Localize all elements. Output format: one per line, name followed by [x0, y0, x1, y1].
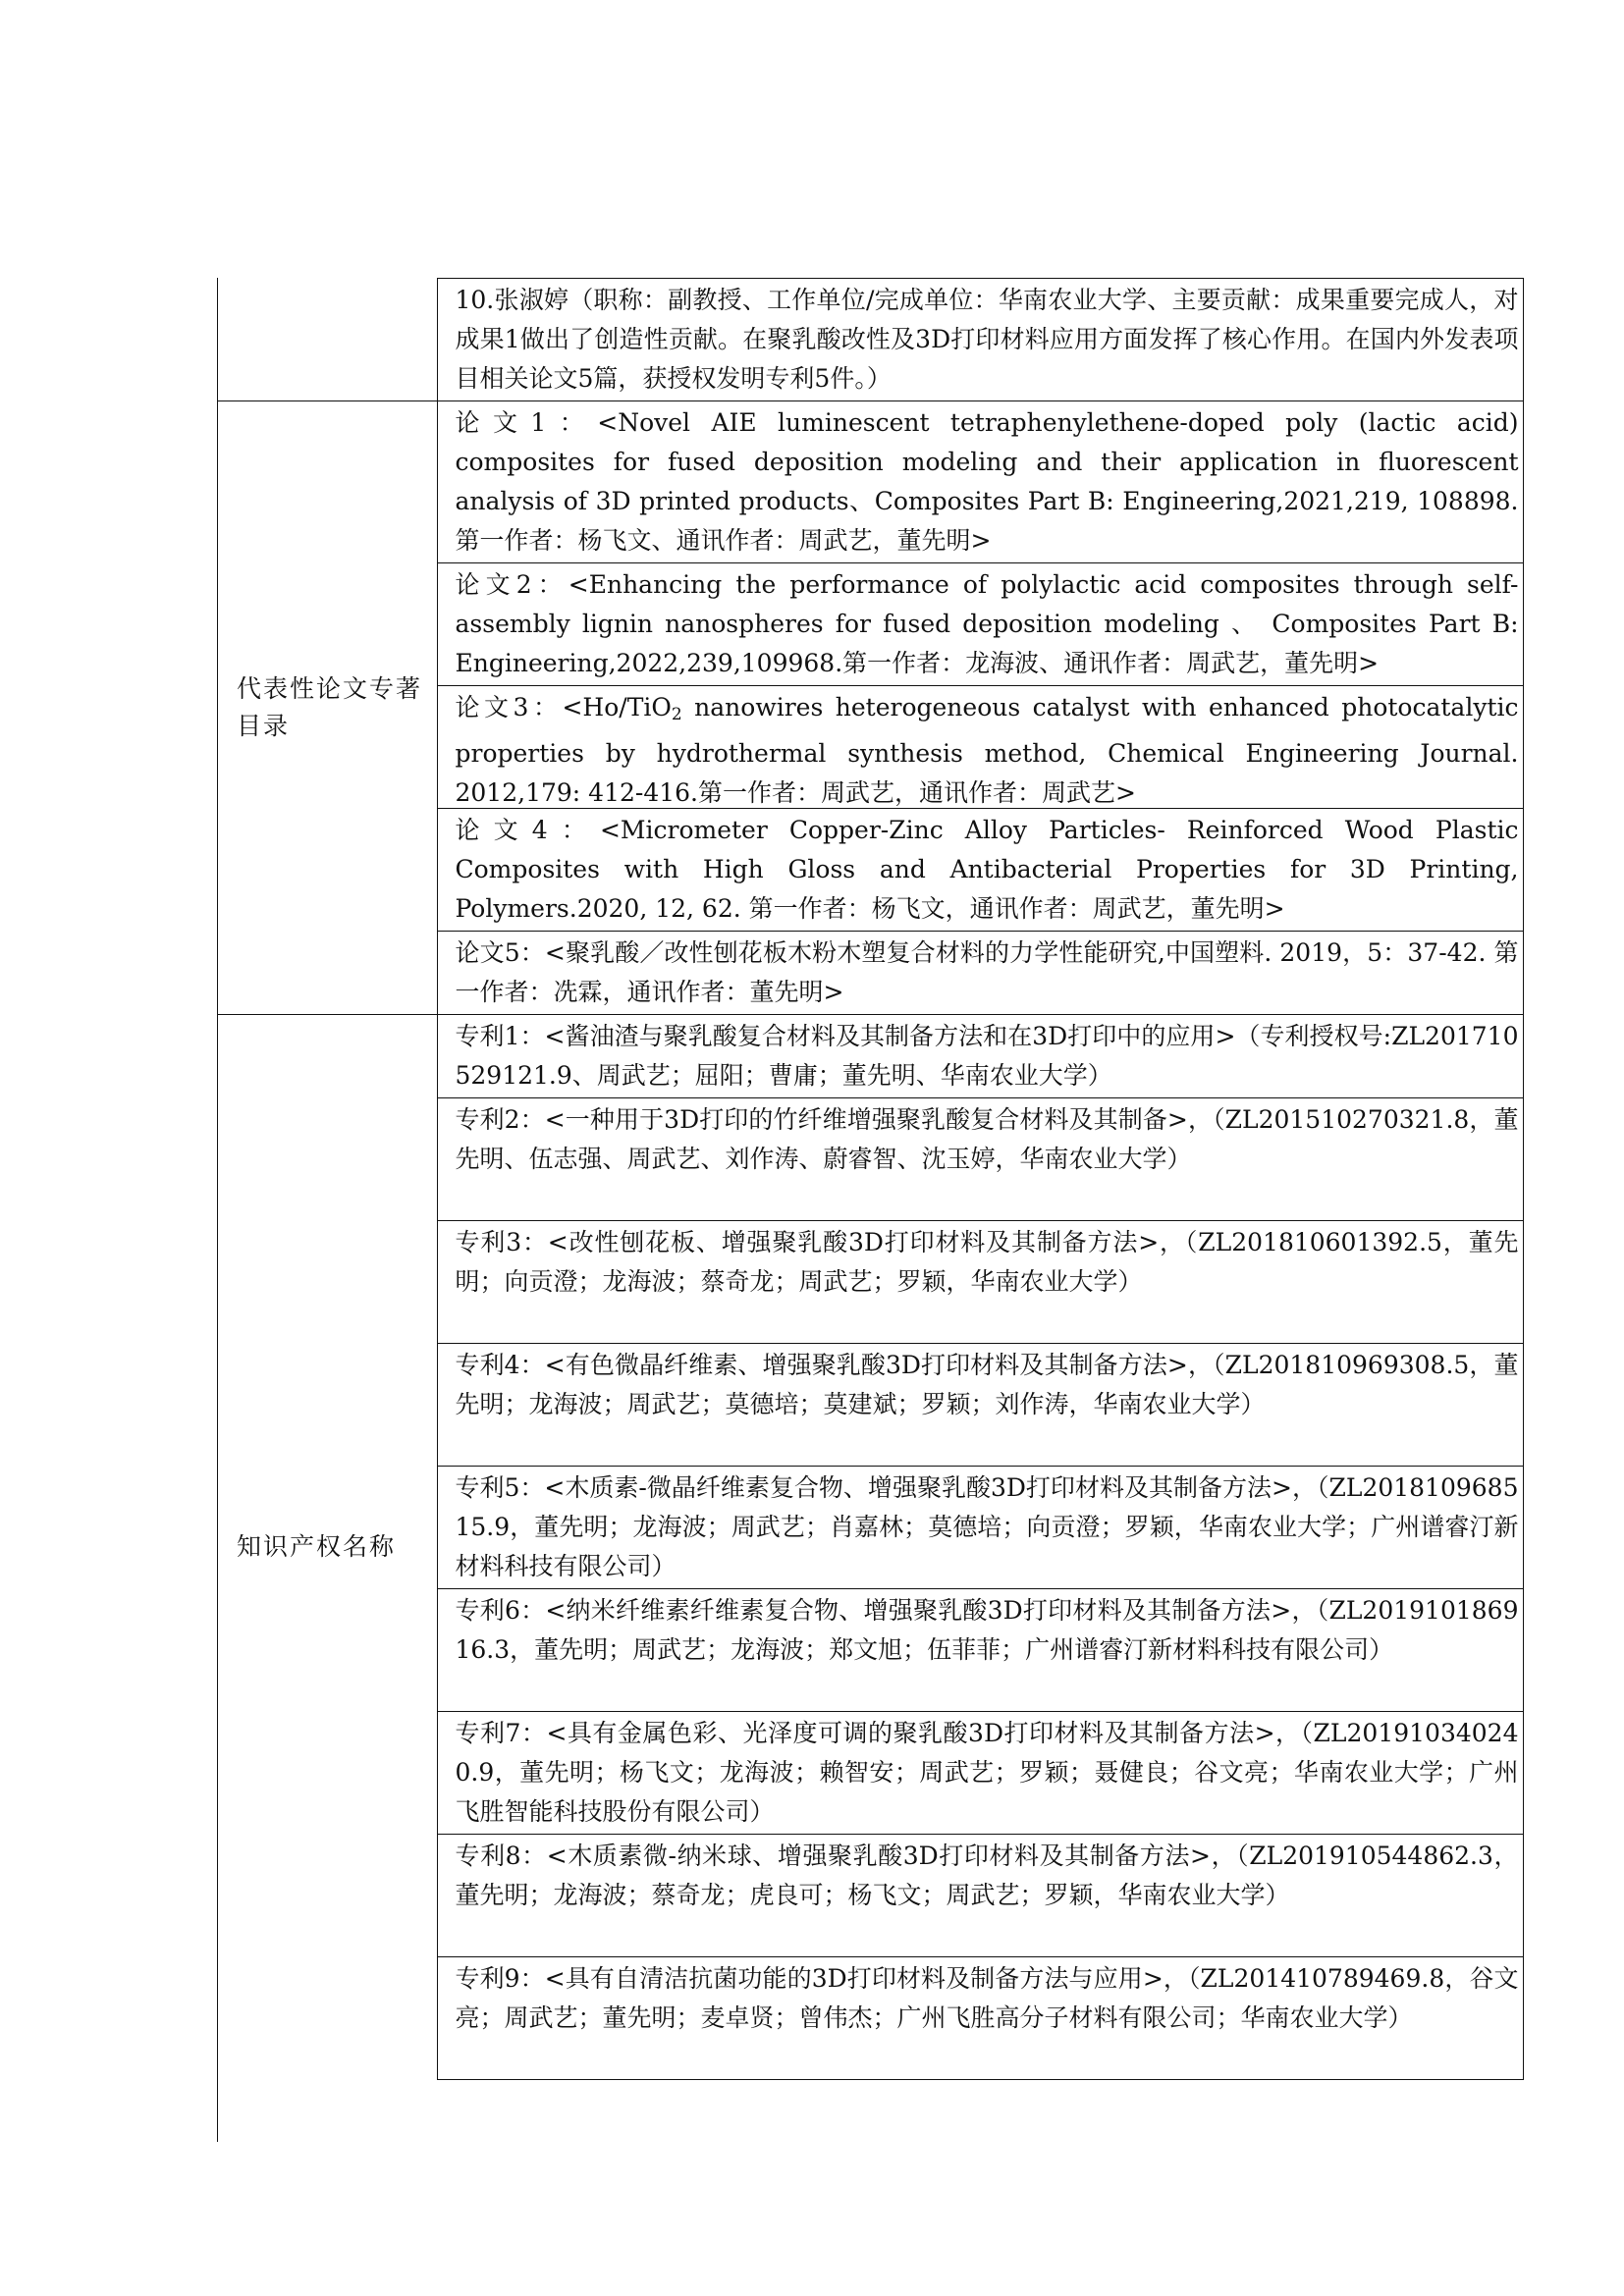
patent-1-text: 专利1：<酱油渣与聚乳酸复合材料及其制备方法和在3D打印中的应用>（专利授权号:ZL201710529121.9、周武艺；屈阳；曹庸；董先明、华南农业大学） [455, 1022, 1519, 1090]
member-label-cell [217, 279, 437, 401]
paper-3-subscript: 2 [671, 705, 682, 724]
patents-label: 知识产权名称 [237, 1532, 397, 1562]
patent-9-text: 专利9：<具有自清洁抗菌功能的3D打印材料及制备方法与应用>，（ZL201410789469.8，谷文亮；周武艺；董先明；麦卓贤；曾伟杰；广州飞胜高分子材料有限公司；华南农业大学） [455, 1964, 1519, 2032]
member-row [217, 279, 1523, 401]
member-cell [437, 279, 1523, 401]
patent-3-text: 专利3：<改性刨花板、增强聚乳酸3D打印材料及其制备方法>，（ZL201810601392.5，董先明；向贡澄；龙海波；蔡奇龙；周武艺；罗颖，华南农业大学） [455, 1228, 1519, 1296]
achievement-table [217, 278, 1524, 2080]
patent-2-text: 专利2：<一种用于3D打印的竹纤维增强聚乳酸复合材料及其制备>，（ZL201510270321.8，董先明、伍志强、周武艺、刘作涛、蔚睿智、沈玉婷，华南农业大学） [455, 1105, 1519, 1173]
paper-cell [437, 563, 1523, 686]
patent-cell [437, 1712, 1523, 1835]
patent-6-text: 专利6：<纳米纤维素纤维素复合物、增强聚乳酸3D打印材料及其制备方法>，（ZL201910186916.3，董先明；周武艺；龙海波；郑文旭；伍菲菲；广州谱睿汀新材料科技有限公司） [455, 1596, 1519, 1664]
paper-cell [437, 932, 1523, 1015]
member-text: 10.张淑婷（职称：副教授、工作单位/完成单位：华南农业大学、主要贡献：成果重要完成人，对成果1做出了创造性贡献。在聚乳酸改性及3D打印材料应用方面发挥了核心作用。在国内外发表项目相关论文5篇，获授权发明专利5件。） [455, 286, 1519, 393]
patent-4-text: 专利4：<有色微晶纤维素、增强聚乳酸3D打印材料及其制备方法>，（ZL201810969308.5，董先明；龙海波；周武艺；莫德培；莫建斌；罗颖；刘作涛，华南农业大学） [455, 1351, 1519, 1418]
patent-8-text: 专利8：<木质素微-纳米球、增强聚乳酸3D打印材料及其制备方法>，（ZL201910544862.3，董先明；龙海波；蔡奇龙；虎良可；杨飞文；周武艺；罗颖，华南农业大学） [455, 1842, 1519, 1909]
patent-7-text: 专利7：<具有金属色彩、光泽度可调的聚乳酸3D打印材料及其制备方法>，（ZL201910340240.9，董先明；杨飞文；龙海波；赖智安；周武艺；罗颖；聂健良；谷文亮；华南农业大学；广州飞胜智能科技股份有限公司） [455, 1719, 1519, 1826]
paper-2-text: 论文2：<Enhancing the performance of polylactic acid composites through self-assembly lignin nanospheres for fused deposition modeling 、 Composites Part B: Engineering,2022,239,109968.第一作者：龙海波、通讯作者：周武艺，董先明> [455, 570, 1519, 677]
paper-3-part-b: nanowires heterogeneous catalyst with enhanced photocatalytic properties by hydrothermal synthesis method, Chemical Engineering Journal. 2012,179: 412-416.第一作者：周武艺，通讯作者：周武艺> [455, 693, 1519, 807]
paper-4-text: 论文4：<Micrometer Copper-Zinc Alloy Particles- Reinforced Wood Plastic Composites with High Gloss and Antibacterial Properties for 3D Printing, Polymers.2020, 12, 62. 第一作者：杨飞文，通讯作者：周武艺，董先明> [455, 816, 1519, 923]
patent-cell [437, 1467, 1523, 1589]
paper-cell [437, 686, 1523, 809]
paper-row [217, 401, 1523, 563]
paper-3-part-a: 论文3：<Ho/TiO [455, 693, 672, 721]
patent-cell [437, 1589, 1523, 1712]
patent-5-text: 专利5：<木质素-微晶纤维素复合物、增强聚乳酸3D打印材料及其制备方法>，（ZL201810968515.9，董先明；龙海波；周武艺；肖嘉林；莫德培；向贡澄；罗颖，华南农业大学；广州谱睿汀新材料科技有限公司） [455, 1473, 1519, 1580]
patent-cell [437, 1835, 1523, 1957]
paper-cell [437, 401, 1523, 563]
patent-cell [437, 1957, 1523, 2080]
paper-cell [437, 809, 1523, 932]
paper-3-text [438, 686, 1523, 808]
patent-cell [437, 1221, 1523, 1344]
patents-label-cell [217, 1015, 437, 2080]
papers-label: 代表性论文专著目录 [237, 674, 423, 740]
patent-cell [437, 1344, 1523, 1467]
papers-label-cell [217, 401, 437, 1015]
paper-5-text: 论文5：<聚乳酸／改性刨花板木粉木塑复合材料的力学性能研究,中国塑料. 2019，5：37-42. 第一作者：冼霖，通讯作者：董先明> [455, 938, 1519, 1006]
patent-row [217, 1015, 1523, 1098]
paper-1-text: 论文1：<Novel AIE luminescent tetraphenylethene-doped poly (lactic acid) composites for fused deposition modeling and their application in fluorescent analysis of 3D printed products、Composites Part B: Engineering,2021,219, 108898.第一作者：杨飞文、通讯作者：周武艺，董先明> [455, 408, 1519, 555]
patent-cell [437, 1098, 1523, 1221]
patent-cell [437, 1015, 1523, 1098]
